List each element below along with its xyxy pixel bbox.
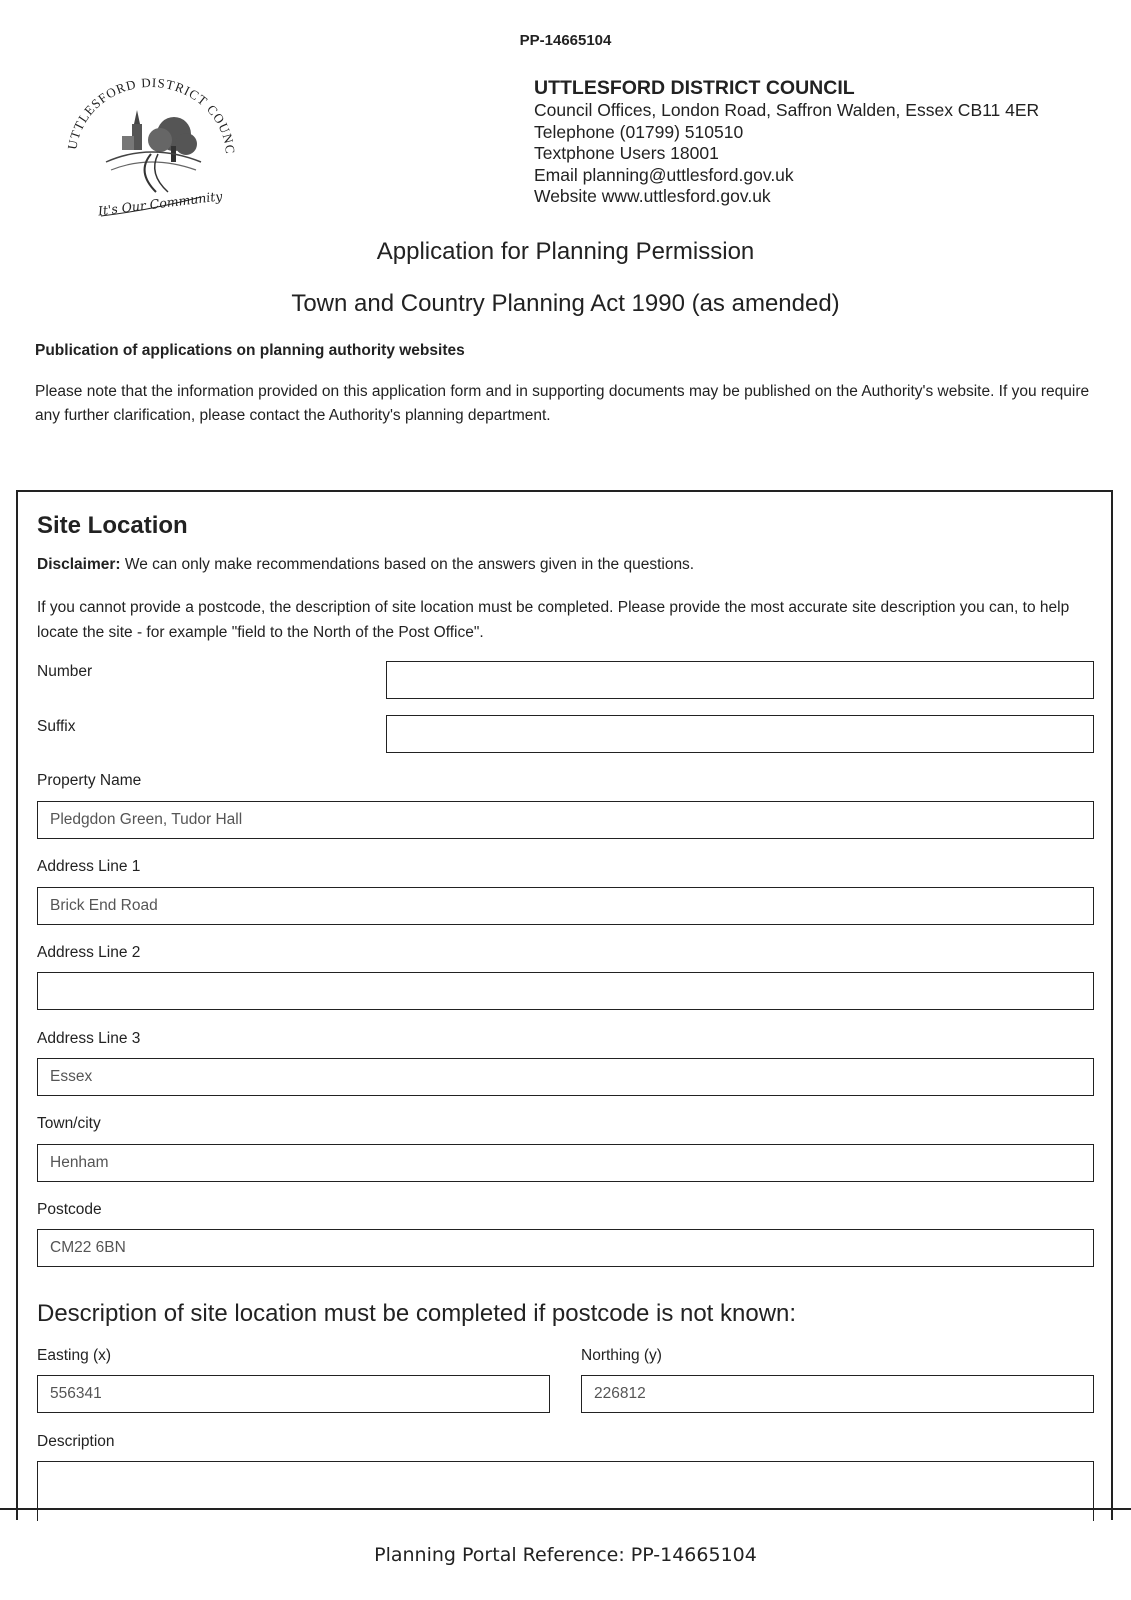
- postcode-label: Postcode: [37, 1201, 102, 1218]
- suffix-label: Suffix: [37, 718, 76, 735]
- footer-reference: Planning Portal Reference: PP-14665104: [374, 1544, 757, 1566]
- council-website: Website www.uttlesford.gov.uk: [534, 186, 771, 206]
- northing-label: Northing (y): [581, 1347, 662, 1364]
- council-telephone: Telephone (01799) 510510: [534, 121, 744, 142]
- description-heading: Description of site location must be completed if postcode is not known:: [37, 1300, 797, 1327]
- form-act: Town and Country Planning Act 1990 (as amended): [291, 290, 840, 317]
- council-contact-block: [534, 76, 1039, 208]
- logo-arc-text: UTTLESFORD DISTRICT COUNC: [64, 74, 239, 156]
- form-title: Application for Planning Permission: [376, 238, 755, 265]
- council-logo: [56, 62, 246, 222]
- northing-field[interactable]: 226812: [581, 1375, 1094, 1413]
- disclaimer-text: We can only make recommendations based on the answers given in the questions.: [120, 556, 695, 573]
- logo-tagline: It's Our Community: [97, 188, 224, 219]
- section-title: Site Location: [37, 512, 188, 539]
- council-address: Council Offices, London Road, Saffron Walden, Essex CB11 4ER: [534, 100, 1040, 120]
- number-label: Number: [37, 663, 93, 680]
- number-field[interactable]: [386, 661, 1094, 699]
- address-line-3-label: Address Line 3: [37, 1030, 141, 1047]
- site-location-intro: If you cannot provide a postcode, the description of site location must be completed. Please provide the most accurate site description you can, to help locate the site - for example "field to the North of the Post Office".: [37, 599, 1070, 641]
- property-name-label: Property Name: [37, 772, 142, 789]
- town-city-field[interactable]: Henham: [37, 1144, 1094, 1182]
- easting-label: Easting (x): [37, 1347, 112, 1364]
- council-name: UTTLESFORD DISTRICT COUNCIL: [534, 77, 855, 99]
- easting-field[interactable]: 556341: [37, 1375, 550, 1413]
- address-line-1-label: Address Line 1: [37, 858, 141, 875]
- footer-divider: [0, 1508, 1131, 1510]
- publication-heading: Publication of applications on planning authority websites: [35, 342, 465, 359]
- reference-number: PP-14665104: [519, 32, 612, 49]
- council-textphone: Textphone Users 18001: [534, 143, 719, 163]
- logo-emblem-icon: [56, 62, 246, 222]
- svg-text:UTTLESFORD DISTRICT COUNCIL: [56, 62, 238, 155]
- address-line-3-field[interactable]: Essex: [37, 1058, 1094, 1096]
- address-line-2-label: Address Line 2: [37, 944, 141, 961]
- postcode-field[interactable]: CM22 6BN: [37, 1229, 1094, 1267]
- address-line-2-field[interactable]: [37, 972, 1094, 1010]
- suffix-field[interactable]: [386, 715, 1094, 753]
- address-line-1-field[interactable]: Brick End Road: [37, 887, 1094, 925]
- description-label: Description: [37, 1433, 115, 1450]
- description-field[interactable]: [37, 1461, 1094, 1521]
- disclaimer-label: Disclaimer:: [37, 556, 121, 573]
- publication-text: Please note that the information provided on this application form and in supporting documents may be published on the Authority's website. If you require any further clarification, please contact the Authority's planning department.: [35, 383, 1090, 424]
- council-email: Email planning@uttlesford.gov.uk: [534, 164, 794, 185]
- town-city-label: Town/city: [37, 1115, 101, 1132]
- property-name-field[interactable]: Pledgdon Green, Tudor Hall: [37, 801, 1094, 839]
- disclaimer: [37, 556, 694, 574]
